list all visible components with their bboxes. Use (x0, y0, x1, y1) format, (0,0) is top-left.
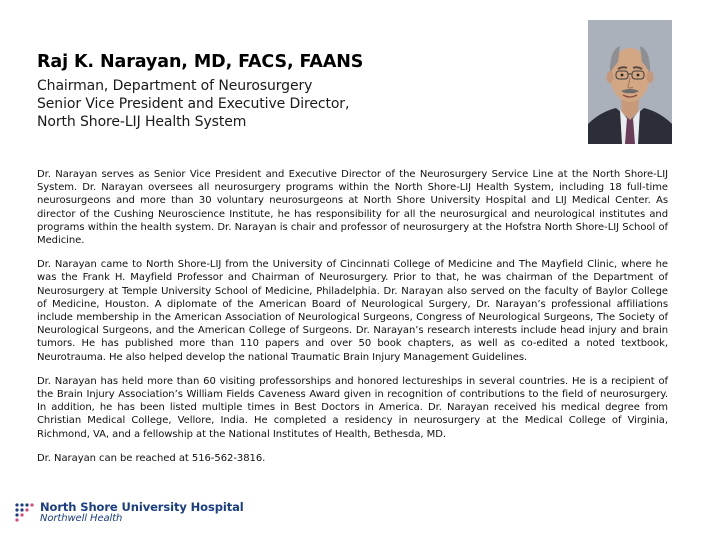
bio-paragraph: Dr. Narayan came to North Shore-LIJ from the University of Cincinnati College of Medicine and The Mayfield Clinic, where he was the Frank H. Mayfield Professor and Chairman of Neurosurgery. Prior to that, he was chairman of the Department of Neurosurgery at Temple University School of Medicine, Philadelphia. Dr. Narayan also served on the faculty of Baylor College of Medicine, Houston. A diplomate of the American Board of Neurological Surgery, Dr. Narayan’s professional affiliations include membership in the American Association of Neurological Surgeons, Congress of Neurological Surgeons, The Society of Neurological Surgeons, and the American College of Surgeons. Dr. Narayan’s research interests include head injury and brain tumors. He has published more than 110 papers and over 50 book chapters, as well as co-edited a noted textbook, Neurotrauma. He also helped develop the national Traumatic Brain Injury Management Guidelines. (37, 259, 668, 363)
hospital-logo (14, 500, 254, 526)
portrait-photo (588, 20, 672, 144)
health-system-logo-icon (14, 502, 36, 524)
title-block (37, 77, 349, 131)
person-name: Raj K. Narayan, MD, FACS, FAANS (37, 52, 364, 72)
bio-paragraph: Dr. Narayan serves as Senior Vice President and Executive Director of the Neurosurgery Service Line at the North Shore-LIJ System. Dr. Narayan oversees all neurosurgery programs within the North Shore-LIJ Health System, including 18 full-time neurosurgeons and more than 30 voluntary neurosurgeons at North Shore University Hospital and LIJ Medical Center. As director of the Cushing Neuroscience Institute, he has responsibility for all the neurosurgical and neurological institutes and programs within the health system. Dr. Narayan is chair and professor of neurosurgery at the Hofstra North Shore-LIJ School of Medicine. (37, 169, 668, 247)
bio-paragraph: Dr. Narayan has held more than 60 visiting professorships and honored lectureships in several countries. He is a recipient of the Brain Injury Association’s William Fields Caveness Award given in recognition of contributions to the field of neurosurgery. In addition, he has been listed multiple times in Best Doctors in America. Dr. Narayan received his medical degree from Christian Medical College, Vellore, India. He completed a residency in neurosurgery at the Medical College of Virginia, Richmond, VA, and a fellowship at the National Institutes of Health, Bethesda, MD. (37, 375, 668, 440)
logo-hospital-name: North Shore University Hospital (40, 500, 244, 514)
title-line-svp: Senior Vice President and Executive Director, (37, 96, 350, 112)
logo-system-name: Northwell Health (40, 513, 123, 524)
biography (37, 168, 668, 476)
bio-paragraph: Dr. Narayan can be reached at 516-562-3816. (37, 452, 266, 464)
title-line-chairman: Chairman, Department of Neurosurgery (37, 78, 313, 94)
title-line-organization: North Shore-LIJ Health System (37, 114, 247, 130)
